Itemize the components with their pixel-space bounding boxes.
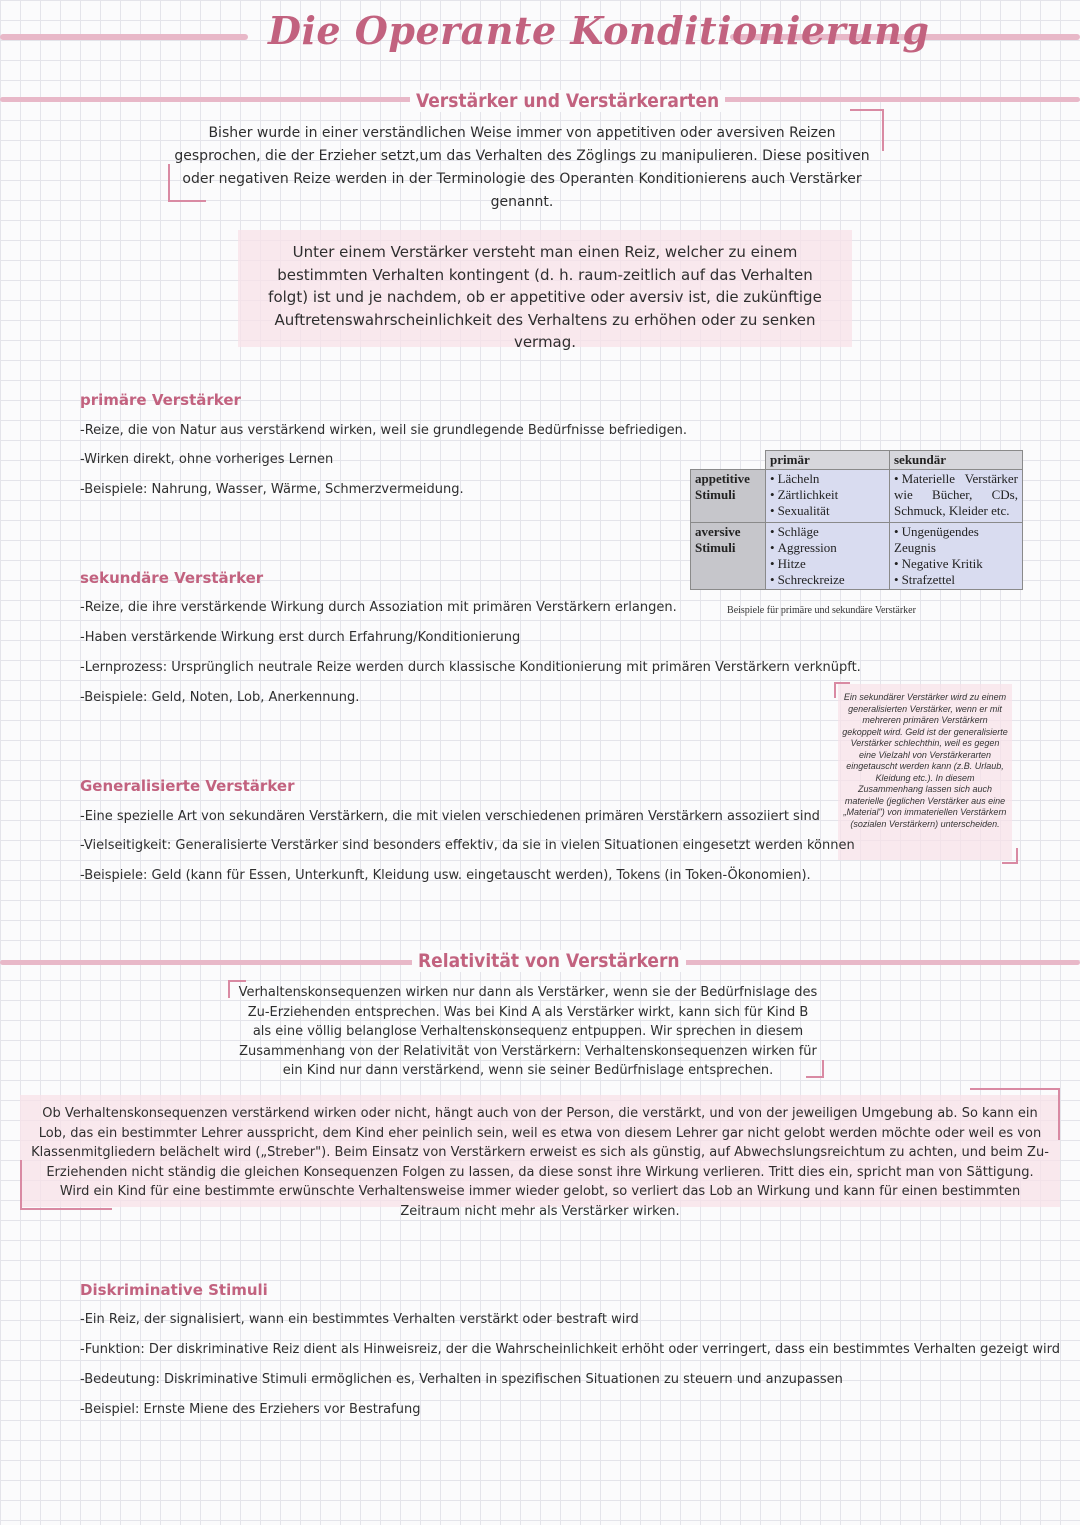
secondary-heading: sekundäre Verstärker [80, 569, 264, 587]
definition-box [238, 230, 852, 351]
table-header-secondary: sekundär [890, 451, 1023, 470]
title-band-left [0, 34, 248, 40]
sidenote-text: Ein sekundärer Verstärker wird zu einem generalisierten Verstärker, wenn er mit mehreren primären Verstärkern gekoppelt wird. Geld ist der generalisierte Verstärker schlechthin, weil es gegen eine Vielzahl von Verstärkerarten eingetauscht werden kann (z.B. Urlaub, Kleidung etc.). In diesem Zusammenhang lassen sich auch materielle (jeglichen Verstärker aus eine „Material") von immateriellen Verstärkern (sozialen Verstärkern) unterscheiden. [842, 692, 1008, 829]
sidenote-corner-br [1002, 848, 1018, 864]
discriminative-point: -Bedeutung: Diskriminative Stimuli ermöglichen es, Verhalten in spezifischen Situationen zu steuern und anzupassen [80, 1372, 843, 1387]
table-cell [766, 523, 890, 590]
table-empty-corner [691, 451, 766, 470]
discriminative-point: -Beispiel: Ernste Miene des Erziehers vor Bestrafung [80, 1402, 421, 1417]
table-cell [890, 470, 1023, 523]
table-item: • Sexualität [770, 503, 885, 519]
table-item: • Schläge [770, 524, 885, 540]
table-cell [890, 523, 1023, 590]
table-item: • Hitze [770, 556, 885, 572]
generalized-point: -Vielseitigkeit: Generalisierte Verstärker sind besonders effektiv, da sie in vielen Situationen eingesetzt werden können [80, 838, 855, 853]
table-item: • Lächeln [770, 471, 885, 487]
discriminative-heading: Diskriminative Stimuli [80, 1281, 268, 1299]
table-item: • Zärtlichkeit [770, 487, 885, 503]
sidenote-corner-tl [834, 682, 850, 698]
para2-corner-bl [20, 1160, 112, 1210]
generalized-point: -Beispiele: Geld (kann für Essen, Unterkunft, Kleidung usw. eingetauscht werden), Tokens (in Token-Ökonomien). [80, 868, 811, 883]
sidenote-box [838, 684, 1012, 860]
table-item: • Schreckreize [770, 572, 885, 588]
section1-heading: Verstärker und Verstärkerarten [410, 90, 725, 112]
table-item: • Ungenügendes Zeugnis [894, 524, 1018, 556]
table-item: • Aggression [770, 540, 885, 556]
page-title: Die Operante Konditionierung [268, 8, 930, 53]
table-row-appetitive: appetitive Stimuli [691, 470, 766, 523]
table-item: • Negative Kritik [894, 556, 1018, 572]
para2-corner-tr [970, 1088, 1060, 1140]
relativity-box [20, 1095, 1060, 1219]
table-row-aversive: aversive Stimuli [691, 523, 766, 590]
relativity-para1: Verhaltenskonsequenzen wirken nur dann als Verstärker, wenn sie der Bedürfnislage des Zu-Erziehenden entsprechen. Was bei Kind A als Verstärker wirkt, kann sich für Kind B als eine völlig belanglose Verhaltenskonsequenz entpuppen. Wir sprechen in diesem Zusammenhang von der Relativität von Verstärkern: Verhaltenskonsequenzen wirken für ein Kind nur dann verstärkend, wenn sie seiner Bedürfnislage entsprechen. [238, 985, 818, 1078]
generalized-heading: Generalisierte Verstärker [80, 777, 295, 795]
secondary-point: -Lernprozess: Ursprünglich neutrale Reize werden durch klassische Konditionierung mit primären Verstärkern verknüpft. [80, 660, 861, 675]
primary-heading: primäre Verstärker [80, 391, 241, 409]
intro-text: Bisher wurde in einer verständlichen Weise immer von appetitiven oder aversiven Reizen gesprochen, die der Erzieher setzt,um das Verhalten des Zöglings zu manipulieren. Diese positiven oder negativen Reize werden in der Terminologie des Operanten Konditionierens auch Verstärker genannt. [174, 125, 870, 210]
table-caption: Beispiele für primäre und sekundäre Verstärker [727, 605, 916, 616]
secondary-point: -Reize, die ihre verstärkende Wirkung durch Assoziation mit primären Verstärkern erlangen. [80, 600, 677, 615]
secondary-point: -Haben verstärkende Wirkung erst durch Erfahrung/Konditionierung [80, 630, 521, 645]
table-cell [766, 470, 890, 523]
discriminative-point: -Funktion: Der diskriminative Reiz dient als Hinweisreiz, der die Wahrscheinlichkeit erhöht oder verringert, dass ein bestimmtes Verhalten gezeigt wird [80, 1342, 1060, 1357]
reinforcer-table [690, 450, 1023, 590]
secondary-point: -Beispiele: Geld, Noten, Lob, Anerkennung. [80, 690, 360, 705]
primary-point: -Reize, die von Natur aus verstärkend wirken, weil sie grundlegende Bedürfnisse befriedigen. [80, 423, 687, 438]
table-header-primary: primär [766, 451, 890, 470]
generalized-point: -Eine spezielle Art von sekundären Verstärkern, die mit vielen verschiedenen primären Verstärkern assoziiert sind [80, 809, 820, 824]
definition-text: Unter einem Verstärker versteht man einen Reiz, welcher zu einem bestimmten Verhalten kontingent (d. h. raum-zeitlich auf das Verhalten folgt) ist und je nachdem, ob er appetitive oder aversiv ist, die zukünftige Auftretenswahrscheinlichkeit des Verhaltens zu erhöhen oder zu senken vermag. [268, 243, 822, 351]
relativity-para2: Ob Verhaltenskonsequenzen verstärkend wirken oder nicht, hängt auch von der Person, die verstärkt, und von der jeweiligen Umgebung ab. So kann ein Lob, das ein bestimmter Lehrer ausspricht, dem Kind eher peinlich sein, weil es etwa von diesem Lehrer gar nicht gelobt werden möchte oder weil es von Klassenmitgliedern belächelt wird („Streber"). Beim Einsatz von Verstärkern erweist es sich als günstig, auf Abwechslungsreichtum zu achten, und beim Zu-Erziehenden nicht ständig die gleichen Konsequenzen Folgen zu lassen, da diese sonst ihre Wirkung verlieren. Tritt dies ein, spricht man von Sättigung. Wird ein Kind für eine bestimmte erwünschte Verhaltensweise immer wieder gelobt, so verliert das Lob an Wirkung und kann für einen bestimmten Zeitraum nicht mehr als Verstärker wirken. [31, 1106, 1049, 1219]
primary-point: -Beispiele: Nahrung, Wasser, Wärme, Schmerzvermeidung. [80, 482, 464, 497]
section2-heading: Relativität von Verstärkern [412, 950, 686, 972]
primary-point: -Wirken direkt, ohne vorheriges Lernen [80, 452, 334, 467]
discriminative-point: -Ein Reiz, der signalisiert, wann ein bestimmtes Verhalten verstärkt oder bestraft wird [80, 1312, 639, 1327]
table-item: • Strafzettel [894, 572, 1018, 588]
table-item: • Materielle Verstärker wie Bücher, CDs, Schmuck, Kleider etc. [894, 471, 1018, 519]
